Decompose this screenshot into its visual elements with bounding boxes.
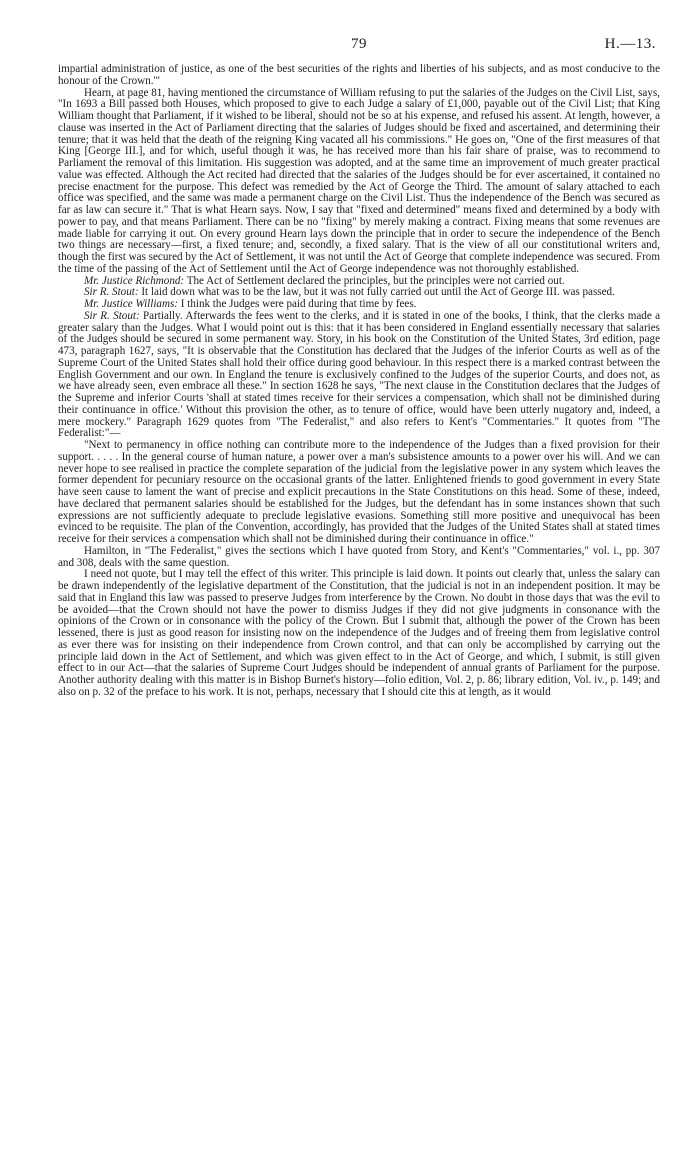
speaker-name: Mr. Justice Williams: — [84, 298, 178, 310]
speaker-name: Sir R. Stout: — [84, 286, 139, 299]
paragraph-text: Partially. Afterwards the fees went to the clerks, and it is stated in one of the books, I think, that the clerks made a greater salary than the Judges. What I would point out is this: that it has been considered in England essentially necessary that salaries of the Judges should be secured in some permanent way. Story, in his book on the Constitution of the United States, 3rd edition, page 473, paragraph 1627, says, "It is observable that the Constitution has declared that the Judges of the inferior Courts as well as of the Supreme Court of the United States shall hold their office during good behaviour. In this respect there is a marked contrast between the English Government and our own. In England the tenure is exclusively confined to the Judges of the superior Courts, and does not, as we have already seen, even embrace all these." In section 1628 he says, "The next clause in the Constitution declares that the Judges of the Supreme and inferior Courts 'shall at stated times receive for their services a compensation, which shall not be diminished during their continuance in office.' Without this provision the other, as to tenure of office, would have been utterly nugatory and, indeed, a mere mockery." Paragraph 1629 quotes from "The Federalist," and also refers to Kent's "Commentaries." It quotes from "The Federalist:"— — [58, 309, 660, 440]
speaker-name: Mr. Justice Richmond: — [84, 274, 185, 287]
paragraph — [58, 311, 660, 440]
paragraph-text: The Act of Settlement declared the principles, but the principles were not carried out. — [186, 274, 565, 287]
body-text — [58, 64, 660, 699]
paragraph-text: I need not quote, but I may tell the effect of this writer. This principle is laid down. It points out clearly that, unless the salary can be drawn independently of the legislative department of the Constitution, that the judicial is not in an independent position. It may be said that in England this law was passed to preserve Judges from interference by the Crown. No doubt in those days that was the evil to be avoided—that the Crown should not have the power to dismiss Judges if they did not give judgments in consonance with the opinions of the Crown or in consonance with the policy of the Crown. But I submit that, although the power of the Crown has been lessened, there is just as good reason for insisting now on the independence of the Judges and of freeing them from legislative control as ever there was for insisting on their independence from Crown control, and that can only be accomplished by carrying out the principle laid down in the Act of Settlement, and which was given effect to in the Act of George, and which, I submit, is still given effect to in our Act—that the salaries of Supreme Court Judges should be independent of annual grants of Parliament for the purpose. Another authority dealing with this matter is in Bishop Burnet's history—folio edition, Vol. 2, p. 86; library edition, Vol. iv., p. 149; and also on p. 32 of the preface to his work. It is not, perhaps, necessary that I should cite this at length, as it would — [58, 568, 660, 698]
paragraph — [58, 88, 660, 276]
paragraph-text: It laid down what was to be the law, but it was not fully carried out until the Act of George III. was passed. — [141, 286, 615, 299]
page-header — [58, 36, 660, 64]
paragraph-text: Hamilton, in "The Federalist," gives the sections which I have quoted from Story, and Kent's "Commentaries," vol. i., pp. 307 and 308, deals with the same question. — [58, 544, 660, 569]
paragraph — [58, 546, 660, 570]
paragraph — [58, 569, 660, 698]
paragraph-text: I think the Judges were paid during that time by fees. — [180, 298, 417, 310]
paragraph-text: impartial administration of justice, as one of the best securities of the rights and liberties of his subjects, and as most conducive to the honour of the Crown.'" — [58, 63, 660, 87]
paragraph-text: "Next to permanency in office nothing can contribute more to the independence of the Judges than a fixed provision for their support. . . . . In the general course of human nature, a power over a man's subsistence amounts to a power over his will. And we can never hope to see realised in practice the complete separation of the judicial from the legislative power in any system which leaves the former dependent for pecuniary resource on the occasional grants of the latter. Enlightened friends to good government in every State have seen cause to lament the want of precise and explicit precautions in the State Constitutions on this head. Some of these, indeed, have declared that permanent salaries should be established for the Judges, but the defendant has in some instances shown that such expressions are not sufficiently adequate to preclude legislative evasions. Something still more positive and unequivocal has been evinced to be requisite. The plan of the Convention, accordingly, has provided that the Judges of the United States shall at stated times receive for their services a compensation which shall not be diminished during their continuance in office." — [58, 439, 660, 545]
block-quote — [58, 440, 660, 546]
paragraph-text: Hearn, at page 81, having mentioned the circumstance of William refusing to put the salaries of the Judges on the Civil List, says, "In 1693 a Bill passed both Houses, which proposed to give to each Judge a salary of £1,000, payable out of the Civil List; that King William thought that Parliament, if it wished to be liberal, should not be so at his expense, and refused his assent. At length, however, a clause was inserted in the Act of Parliament directing that the salaries of Judges should be fixed and ascertained, and determining their tenure; that it was held that the death of the reigning King vacated all his commissions." He goes on, "One of the first measures of that King [George III.], and for which, useful though it was, he has received more than his fair share of praise, was to recommend to Parliament the removal of this limitation. His suggestion was adopted, and at the same time an improvement of much greater practical value was effected. Although the Act recited had directed that the salaries of the Judges should be for ever ascertained, it contained no precise enactment for the purpose. This defect was remedied by the Act of George the Third. The amount of salary attached to each office was specified, and the same was made a permanent charge on the Civil List. Thus the independence of the Bench was secured as far as law can secure it." That is what Hearn says. Now, I say that "fixed and determined" means fixed and determined by a body with power to pay, and that means Parliament. There can be no "fixing" by merely making a contract. Fixing means that some revenues are made liable for carrying it out. On every ground Hearn lays down the principle that in order to secure the independence of the Bench two things are necessary—first, a fixed tenure; and, secondly, a fixed salary. That is the view of all our constitutional writers and, though the first was secured by the Act of Settlement, it was not until the Act of George that complete independence was secured. From the time of the passing of the Act of Settlement until the Act of George independence was not thoroughly established. — [58, 86, 660, 275]
paragraph — [58, 64, 660, 88]
page-number: 79 — [351, 36, 367, 52]
speaker-name: Sir R. Stout: — [84, 309, 140, 322]
document-reference: H.—13. — [604, 36, 656, 52]
